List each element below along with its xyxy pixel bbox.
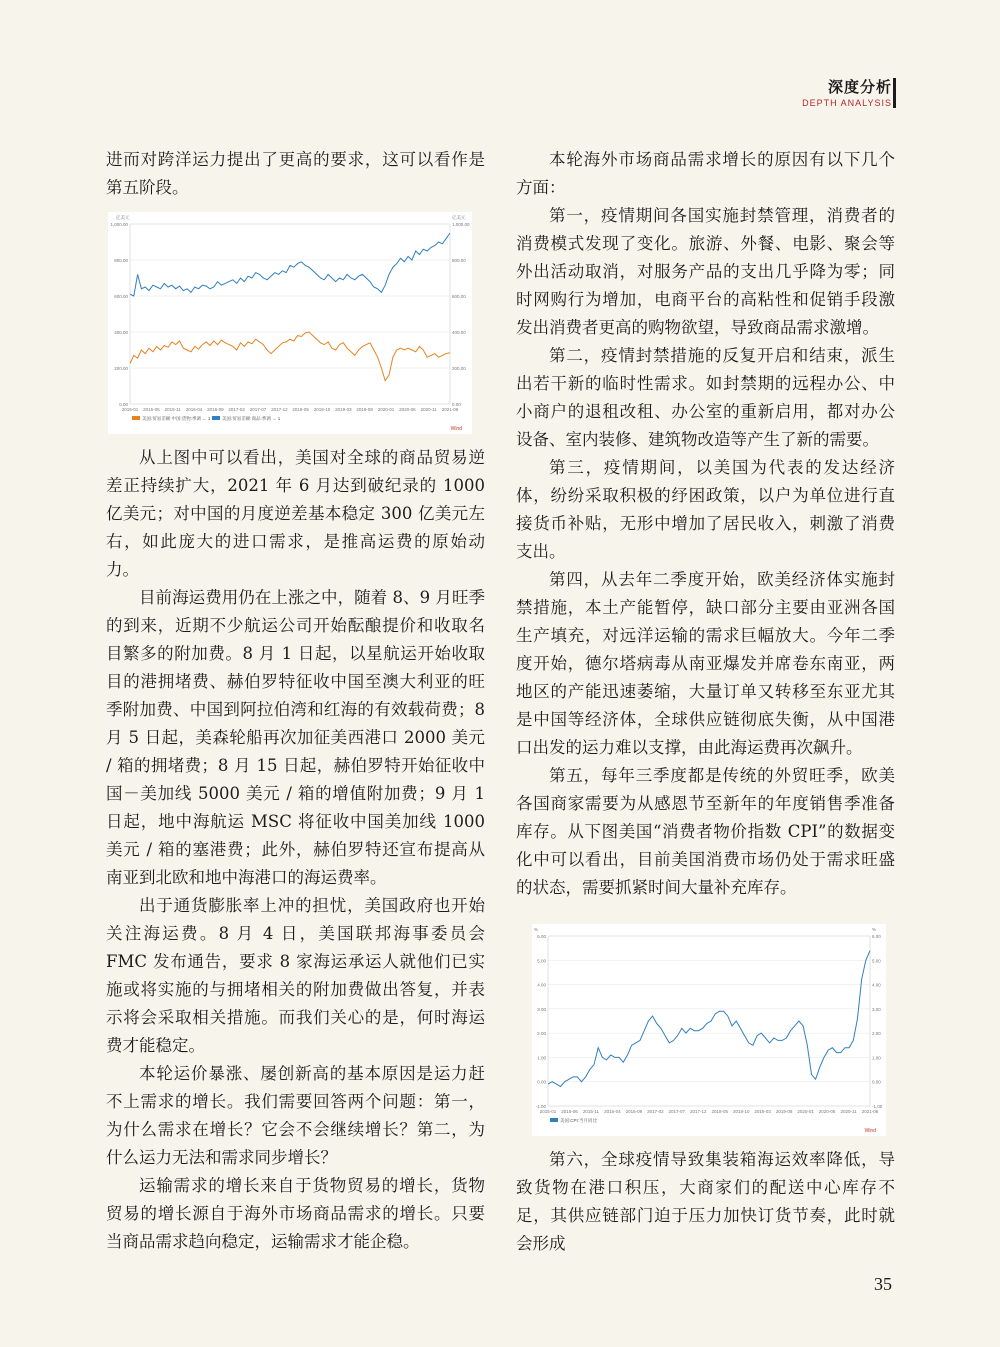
x-tick-label: 2018-05 <box>292 407 309 412</box>
left-column-body <box>106 444 485 1256</box>
paragraph: 第二，疫情封禁措施的反复开启和结束，派生出若干新的临时性需求。如封禁期的远程办公、中小商户的退租改租、办公室的重新启用，都对办公设备、室内装修、建筑物改造等产生了新的需要。 <box>516 346 895 449</box>
x-tick-label: 2020-01 <box>797 1109 814 1114</box>
y-tick-label-right: 4.00 <box>872 982 881 988</box>
y-tick-label-left: 800.00 <box>114 258 128 263</box>
paragraph: 第六，全球疫情导致集装箱海运效率降低，导致货物在港口积压，大商家们的配送中心库存不足，其供应链部门迫于压力加快订货节奏，此时就会形成 <box>516 1150 895 1253</box>
left-unit-label: % <box>534 927 539 932</box>
source-label: Wind <box>450 426 462 432</box>
y-tick-label-right: 6.00 <box>872 934 881 939</box>
x-tick-label: 2019-08 <box>775 1109 793 1114</box>
x-tick-label: 2020-01 <box>377 407 395 412</box>
y-tick-label-left: 1.00 <box>537 1055 546 1061</box>
y-tick-label-left: 0.00 <box>537 1079 546 1085</box>
chart-background <box>532 924 886 1136</box>
x-tick-label: 2015-01 <box>121 407 139 412</box>
legend-label: 美国:CPI:当月同比 <box>560 1118 598 1123</box>
x-tick-label: 2016-09 <box>207 407 224 412</box>
x-tick-label: 2020-11 <box>420 407 437 412</box>
x-tick-label: 2017-02 <box>647 1109 664 1114</box>
x-tick-label: 2016-04 <box>185 407 203 412</box>
x-tick-label: 2017-07 <box>668 1109 686 1114</box>
y-tick-label-left: 400.00 <box>114 330 128 335</box>
right-unit-label: 亿美元 <box>452 215 466 220</box>
y-tick-label-right: 0.00 <box>452 402 461 407</box>
y-tick-label-right: 0.00 <box>872 1079 881 1085</box>
cpi-chart-svg <box>532 924 886 1136</box>
paragraph: 第四，从去年二季度开始，欧美经济体实施封禁措施，本土产能暂停，缺口部分主要由亚洲各国生产填充，对远洋运输的需求巨幅放大。今年二季度开始，德尔塔病毒从南亚爆发并席卷东南亚，两地区的产能迅速萎缩，大量订单又转移至东亚尤其是中国等经济体，全球供应链彻底失衡，从中国港口出发的运力难以支撑，由此海运费再次飙升。 <box>516 570 895 757</box>
y-tick-label-left: 600.00 <box>114 294 128 299</box>
x-tick-label: 2015-11 <box>582 1109 600 1114</box>
x-tick-label: 2021-06 <box>441 407 459 412</box>
paragraph: 进而对跨洋运力提出了更高的要求，这可以看作是第五阶段。 <box>106 150 485 197</box>
x-tick-label: 2020-11 <box>840 1109 857 1114</box>
legend-swatch <box>550 1118 558 1122</box>
x-tick-label: 2021-06 <box>861 1109 879 1114</box>
left-column-top <box>106 146 485 202</box>
cpi-chart <box>532 924 886 1136</box>
legend-label: 美国:贸易差额:中国:货物:季调 ← 1 <box>142 416 211 421</box>
x-tick-label: 2020-06 <box>399 407 416 412</box>
source-label: Wind <box>864 1128 876 1134</box>
x-tick-label: 2018-10 <box>732 1109 750 1114</box>
legend-swatch <box>212 416 220 420</box>
x-tick-label: 2015-06 <box>143 407 160 412</box>
y-tick-label-right: 400.00 <box>452 330 466 335</box>
left-unit-label: 亿美元 <box>116 215 130 220</box>
y-tick-label-right: 1,000.00 <box>452 222 470 227</box>
y-tick-label-right: 600.00 <box>452 294 466 299</box>
chart-background <box>108 212 472 434</box>
y-tick-label-left: 6.00 <box>537 934 546 939</box>
paragraph: 目前海运费用仍在上涨之中，随着 8、9 月旺季的到来，近期不少航运公司开始酝酿提价和收取名目繁多的附加费。8 月 1 日起，以星航运开始收取目的港拥堵费、赫伯罗特征收中国至澳大利亚的旺季附加费、中国到阿拉伯湾和红海的有效载荷费；8 月 5 日起，美森轮船再次加征美西港口 2000 美元 / 箱的拥堵费；8 月 15 日起，赫伯罗特开始征收中国－美加线 5000 美元 / 箱的增值附加费；9 月 1 日起，地中海航运 MSC 将征收中国美加线 1000 美元 / 箱的塞港费；此外，赫伯罗特还宣布提高从南亚到北欧和地中海港口的海运费率。 <box>106 588 485 887</box>
y-tick-label-left: -1.00 <box>535 1104 546 1109</box>
page-number: 35 <box>874 1274 892 1294</box>
x-tick-label: 2017-12 <box>271 407 288 412</box>
legend-label: 美国:贸易差额:商品:季调 → 1 <box>222 416 281 421</box>
y-tick-label-right: 800.00 <box>452 258 466 263</box>
section-title-en: DEPTH ANALYSIS <box>802 98 892 108</box>
paragraph: 第三，疫情期间，以美国为代表的发达经济体，纷纷采取积极的纾困政策，以户为单位进行直接货币补贴，无形中增加了居民收入，刺激了消费支出。 <box>516 458 895 561</box>
y-tick-label-right: 200.00 <box>452 366 466 371</box>
y-tick-label-left: 1,000.00 <box>110 222 128 227</box>
x-tick-label: 2019-08 <box>356 407 373 412</box>
x-tick-label: 2016-04 <box>604 1109 621 1114</box>
y-tick-label-left: 5.00 <box>537 958 546 964</box>
paragraph: 第一，疫情期间各国实施封禁管理，消费者的消费模式发现了变化。旅游、外餐、电影、聚会等外出活动取消，对服务产品的支出几乎降为零；同时网购行为增加，电商平台的高粘性和促销手段激发出消费者更高的购物欲望，导致商品需求激增。 <box>516 206 895 337</box>
x-tick-label: 2015-06 <box>561 1109 578 1114</box>
y-tick-label-right: 1.00 <box>872 1055 881 1061</box>
paragraph: 从上图中可以看出，美国对全球的商品贸易逆差正持续扩大，2021 年 6 月达到破纪录的 1000 亿美元；对中国的月度逆差基本稳定 300 亿美元左右，如此庞大的进口需求，是推高运费的原始动力。 <box>106 448 485 579</box>
x-tick-label: 2018-10 <box>313 407 331 412</box>
x-tick-label: 2017-02 <box>228 407 245 412</box>
paragraph: 本轮运价暴涨、屡创新高的基本原因是运力赶不上需求的增长。我们需要回答两个问题：第一，为什么需求在增长？它会不会继续增长？第二，为什么运力无法和需求同步增长？ <box>106 1064 485 1167</box>
paragraph: 运输需求的增长来自于货物贸易的增长，货物贸易的增长源自于海外市场商品需求的增长。只要当商品需求趋向稳定，运输需求才能企稳。 <box>106 1176 485 1251</box>
legend-swatch <box>132 416 140 420</box>
y-tick-label-left: 3.00 <box>537 1006 546 1012</box>
x-tick-label: 2015-11 <box>164 407 181 412</box>
y-tick-label-right: -1.00 <box>872 1104 883 1109</box>
trade-deficit-chart <box>108 212 472 434</box>
x-tick-label: 2016-09 <box>625 1109 643 1114</box>
y-tick-label-left: 2.00 <box>537 1031 546 1037</box>
right-unit-label: % <box>872 927 877 932</box>
section-title: 深度分析 <box>827 78 892 96</box>
header-divider <box>893 78 896 108</box>
x-tick-label: 2017-07 <box>249 407 267 412</box>
trade-deficit-chart-svg <box>108 212 472 434</box>
x-tick-label: 2015-01 <box>539 1109 557 1114</box>
y-tick-label-left: 200.00 <box>114 366 128 371</box>
x-tick-label: 2018-05 <box>711 1109 728 1114</box>
paragraph: 出于通货膨胀率上冲的担忧，美国政府也开始关注海运费。8 月 4 日，美国联邦海事委员会 FMC 发布通告，要求 8 家海运承运人就他们已实施或将实施的与拥堵相关的附加费做出答复，并表示将会采取相关措施。而我们关心的是，何时海运费才能稳定。 <box>106 896 485 1055</box>
paragraph: 第五，每年三季度都是传统的外贸旺季，欧美各国商家需要为从感恩节至新年的年度销售季准备库存。从下图美国“消费者物价指数 CPI”的数据变化中可以看出，目前美国消费市场仍处于需求旺盛的状态，需要抓紧时间大量补充库存。 <box>516 766 895 897</box>
y-tick-label-right: 2.00 <box>872 1031 881 1037</box>
y-tick-label-left: 0.00 <box>119 402 128 407</box>
y-tick-label-right: 3.00 <box>872 1006 881 1012</box>
x-tick-label: 2019-03 <box>335 407 352 412</box>
y-tick-label-left: 4.00 <box>537 982 546 988</box>
paragraph: 本轮海外市场商品需求增长的原因有以下几个方面： <box>516 150 895 197</box>
right-column-top <box>516 146 895 902</box>
x-tick-label: 2020-06 <box>818 1109 836 1114</box>
y-tick-label-right: 5.00 <box>872 958 881 964</box>
x-tick-label: 2017-12 <box>690 1109 707 1114</box>
x-tick-label: 2019-03 <box>754 1109 771 1114</box>
right-column-bottom <box>516 1146 895 1258</box>
